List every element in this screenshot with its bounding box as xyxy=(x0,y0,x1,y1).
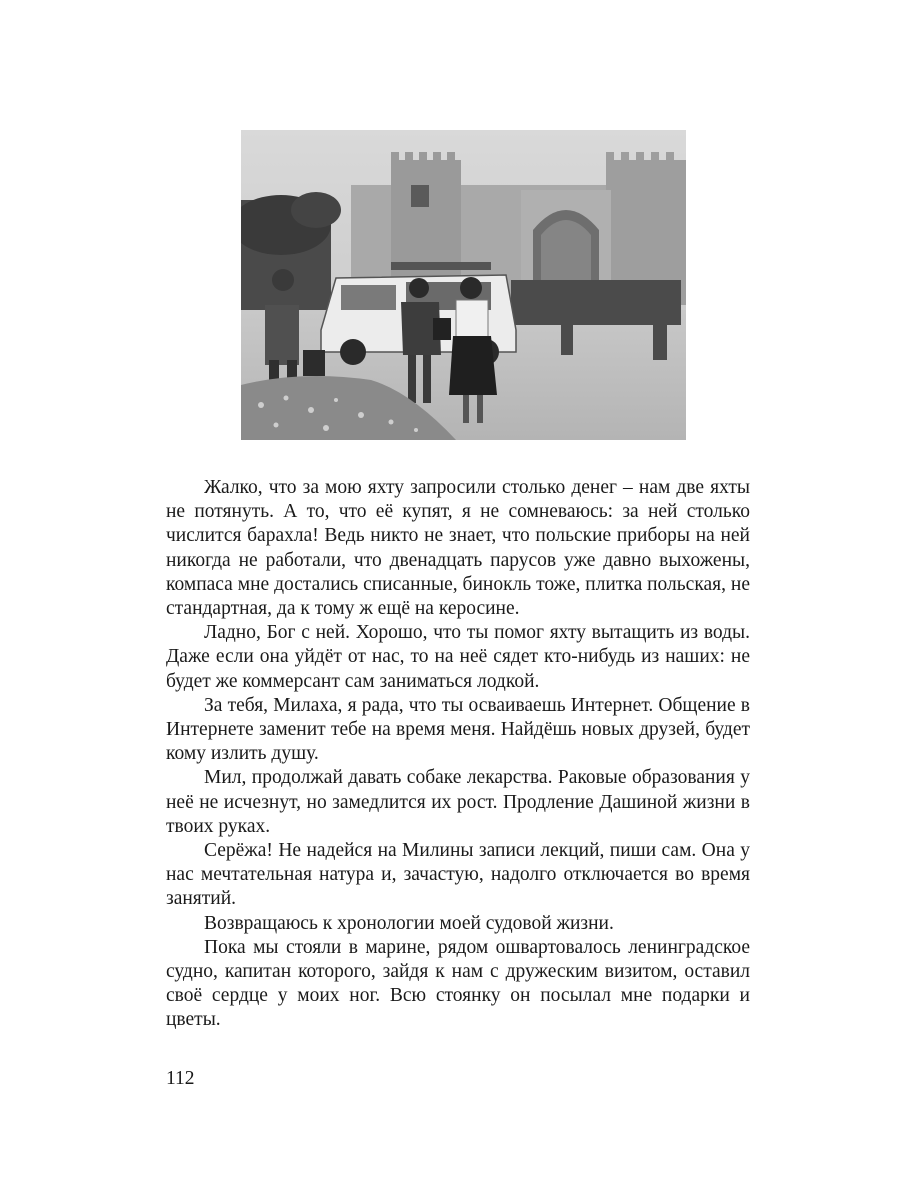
paragraph: Возвращаюсь к хронологии моей судовой жизни. xyxy=(204,912,614,934)
body-text xyxy=(166,476,750,1033)
paragraph: Мил, продолжай давать собаке лекарства. Раковые образования у неё не исчезнут, но замедлится их рост. Продление Дашиной жизни в твоих руках. xyxy=(166,767,750,837)
paragraph: За тебя, Милаха, я рада, что ты осваиваешь Интернет. Общение в Интернете заменит тебе на время меня. Найдёшь новых друзей, будет кому излить душу. xyxy=(166,694,750,765)
paragraph: Ладно, Бог с ней. Хорошо, что ты помог яхту вытащить из воды. Даже если она уйдёт от нас, то на неё сядет кто-нибудь из наших: не будет же коммерсант сам заниматься лодкой. xyxy=(166,622,750,692)
page-number: 112 xyxy=(166,1068,195,1089)
photo-fortress-gate xyxy=(241,130,686,440)
photo-image xyxy=(241,130,686,440)
paragraph: Жалко, что за мою яхту запросили столько денег – нам две яхты не потянуть. А то, что её купят, я не сомневаюсь: за ней столько числится барахла! Ведь никто не знает, что польские приборы на ней никогда не работали, что двенадцать парусов уже давно выхожены, компаса мне достались списанные, бинокль тоже, плитка польская, не стандартная, да к тому ж ещё на керосине. xyxy=(166,477,750,620)
paragraph: Пока мы стояли в марине, рядом ошвартовалось ленинградское судно, капитан которого, зайдя к нам с дружеским визитом, оставил своё сердце у моих ног. Всю стоянку он посылал мне подарки и цветы. xyxy=(166,936,750,1031)
paragraph: Серёжа! Не надейся на Милины записи лекций, пиши сам. Она у нас мечтательная натура и, зачастую, надолго отключается во время занятий. xyxy=(166,840,750,910)
